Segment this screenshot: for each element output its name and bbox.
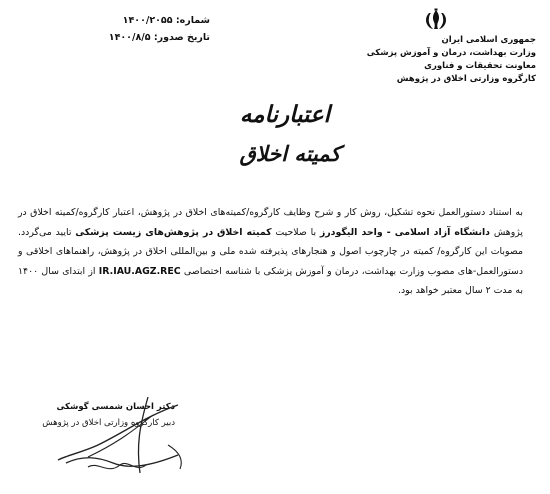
body-text-run: اعتبار کارگروه/کمیته اخلاق در پژوهش (18, 207, 524, 238)
signatory-name: دکتر احسان شمسی گوشکی (56, 402, 175, 412)
signatory-title: دبیر کارگروه وزارتی اخلاق در پژوهش (42, 418, 175, 428)
ethics-code: IR.IAU.AGZ.REC (98, 265, 181, 277)
body-text-run: به استناد دستورالعمل نحوه تشکیل، روش کار و شرح وظایف کارگروه/کمیته‌های اخلاق در پژوهش، (137, 207, 523, 218)
signature-icon (28, 385, 198, 480)
iran-emblem-icon (422, 8, 450, 32)
issue-date: تاریخ صدور: ۱۴۰۰/۸/۵ (108, 32, 210, 43)
certificate-title: اعتبارنامه (239, 101, 331, 128)
body-text-run: هنجارهای پذیرفته شده ملی و بین‌المللی اخلاق در پژوهش، راهنماهای اخلاقی و دستورالعمل‌-های (18, 246, 524, 277)
institution-name: دانشگاه آزاد اسلامی - واحد الیگودرز (319, 226, 490, 238)
certificate-subtitle: کمیته اخلاق (239, 141, 341, 166)
body-text-run: از ابتدای (62, 265, 96, 277)
document-meta (10, 12, 210, 46)
org-line: معاونت تحقیقات و فناوری (424, 61, 536, 71)
body-text-run: سال ۱۴۰۰ به مدت ۲ سال معتبر خواهد بود. (18, 265, 523, 296)
org-line: جمهوری اسلامی ایران (441, 35, 536, 45)
organization-header (296, 34, 536, 86)
body-text-run: تایید می‌گردد. مصوبات این کارگروه/ کمیته در چارچوب اصول و (18, 226, 523, 257)
research-scope: در پژوهش‌های زیست پزشکی (75, 226, 214, 238)
document-number: شماره: ۱۴۰۰/۲۰۵۵ (122, 15, 210, 26)
org-line: کارگروه وزارتی اخلاق در پژوهش (396, 74, 536, 84)
committee-type: کمیته اخلاق (216, 226, 272, 238)
certificate-body (18, 203, 523, 301)
body-text-run: مصوب وزارت بهداشت، درمان و آموزش پزشکی با شناسه اختصاصی (183, 265, 455, 277)
body-text-run: با صلاحیت (275, 226, 317, 238)
org-line: وزارت بهداشت، درمان و آموزش پزشکی (366, 48, 536, 58)
